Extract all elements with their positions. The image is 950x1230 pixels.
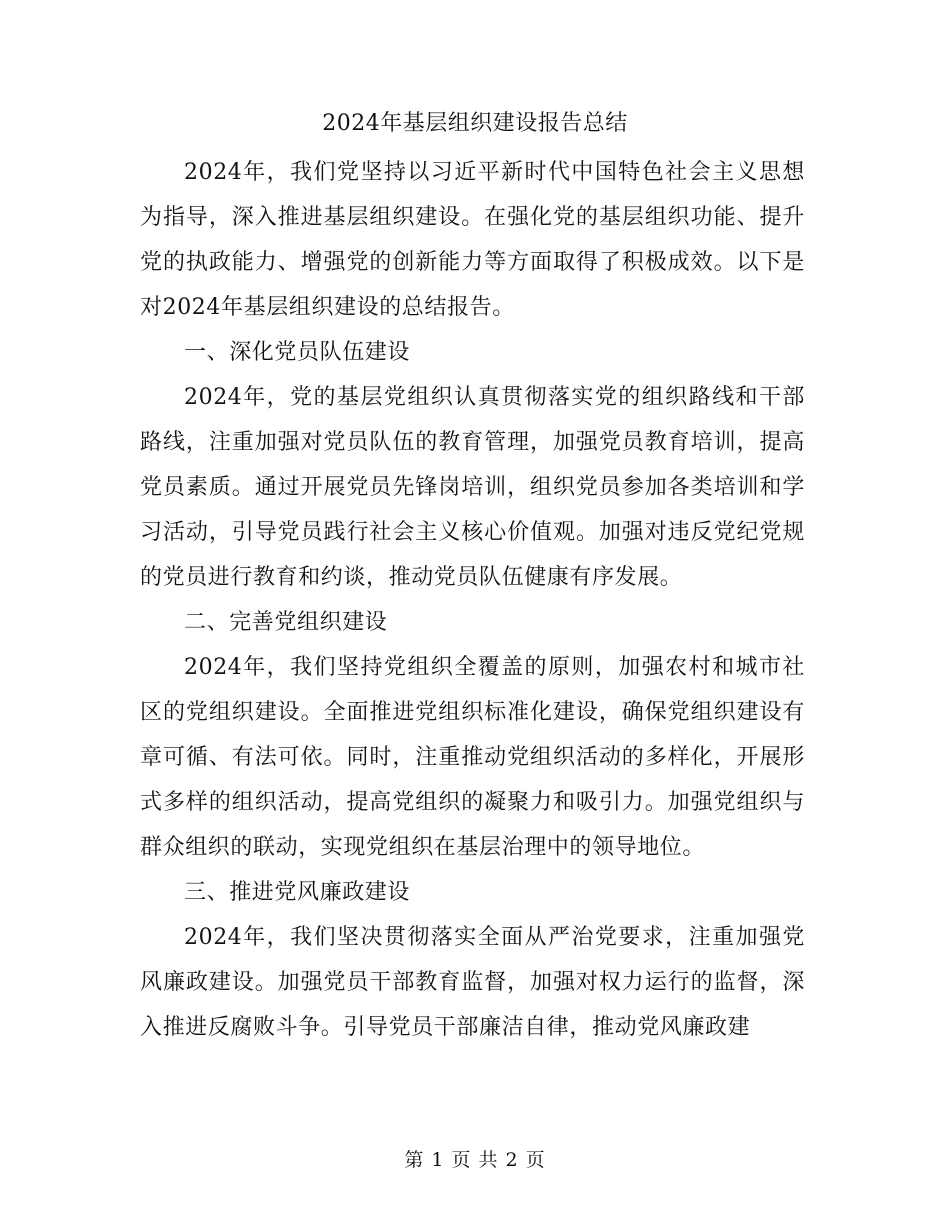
document-title: 2024年基层组织建设报告总结 <box>322 111 628 136</box>
section-heading-1: 一、深化党员队伍建设 <box>184 340 411 365</box>
document-body <box>140 150 805 1050</box>
section-3-paragraph: 2024年，我们坚决贯彻落实全面从严治党要求，注重加强党风廉政建设。加强党员干部教育监督，加强对权力运行的监督，深入推进反腐败斗争。引导党员干部廉洁自律，推动党风廉政建 <box>140 925 805 1040</box>
section-2-paragraph: 2024年，我们坚持党组织全覆盖的原则，加强农村和城市社区的党组织建设。全面推进党组织标准化建设，确保党组织建设有章可循、有法可依。同时，注重推动党组织活动的多样化，开展形式多样的组织活动，提高党组织的凝聚力和吸引力。加强党组织与群众组织的联动，实现党组织在基层治理中的领导地位。 <box>140 655 805 860</box>
section-heading-3: 三、推进党风廉政建设 <box>184 880 411 905</box>
section-heading-2: 二、完善党组织建设 <box>184 610 388 635</box>
section-1-paragraph: 2024年，党的基层党组织认真贯彻落实党的组织路线和干部路线，注重加强对党员队伍的教育管理，加强党员教育培训，提高党员素质。通过开展党员先锋岗培训，组织党员参加各类培训和学习活动，引导党员践行社会主义核心价值观。加强对违反党纪党规的党员进行教育和约谈，推动党员队伍健康有序发展。 <box>140 385 805 590</box>
intro-paragraph: 2024年，我们党坚持以习近平新时代中国特色社会主义思想为指导，深入推进基层组织建设。在强化党的基层组织功能、提升党的执政能力、增强党的创新能力等方面取得了积极成效。以下是对2024年基层组织建设的总结报告。 <box>140 160 805 320</box>
page-number-footer: 第 1 页 共 2 页 <box>404 1149 546 1171</box>
